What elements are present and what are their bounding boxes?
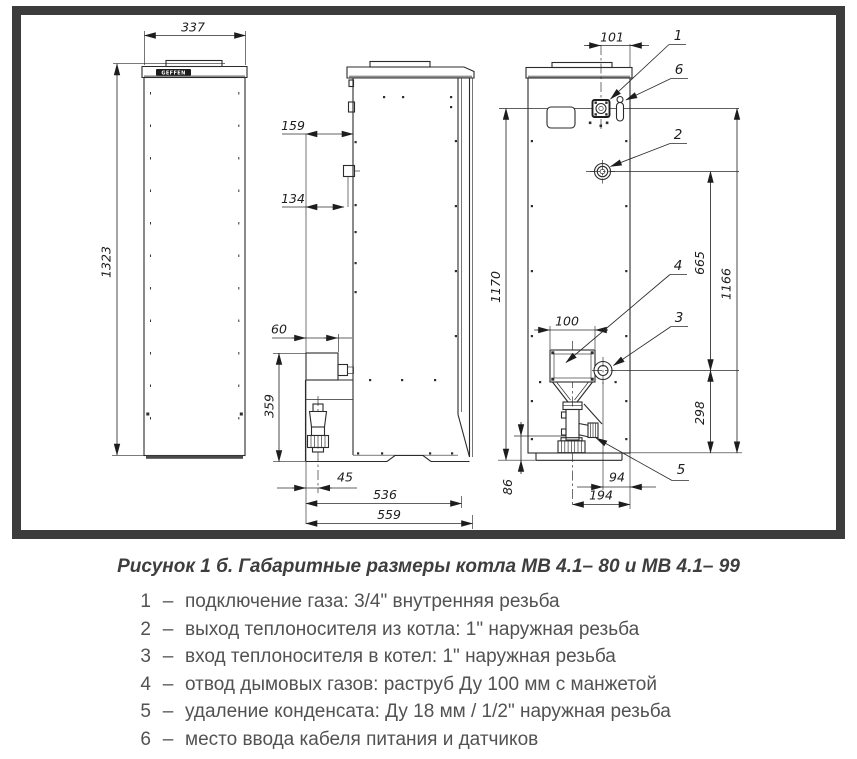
- legend-item-dash: –: [162, 673, 174, 695]
- dim-label-86: 86: [500, 479, 515, 495]
- legend-item-dash: –: [162, 618, 174, 640]
- legend-item-text: отвод дымовых газов: раструб Ду 100 мм с манжетой: [185, 673, 657, 695]
- dim-label-100: 100: [555, 313, 579, 329]
- legend-item-5: [0, 698, 857, 726]
- drawing-frame: [17, 11, 841, 535]
- dim-label-194: 194: [589, 487, 613, 503]
- legend-item-number: 6: [140, 728, 151, 750]
- legend-item-number: 2: [140, 618, 151, 640]
- legend-item-text: подключение газа: 3/4" внутренняя резьба: [185, 591, 560, 612]
- legend-item-1: [0, 588, 857, 616]
- legend-item-2: [0, 616, 857, 644]
- dim-label-94: 94: [609, 469, 625, 485]
- dim-label-1170: 1170: [488, 271, 503, 303]
- dim-label-45: 45: [337, 469, 353, 485]
- legend-item-3: [0, 643, 857, 671]
- legend-item-text: место ввода кабеля питания и датчиков: [185, 728, 539, 750]
- legend-item-text: вход теплоносителя в котел: 1" наружная резьба: [185, 646, 616, 668]
- callout-label-3: 3: [674, 310, 684, 326]
- legend-item-dash: –: [162, 591, 174, 612]
- louver-opening: [547, 107, 575, 128]
- dim-label-337: 337: [181, 19, 205, 35]
- dim-label-1323: 1323: [98, 246, 114, 278]
- callout-label-1: 1: [673, 28, 683, 44]
- dim-label-559: 559: [377, 507, 401, 522]
- legend-item-text: выход теплоносителя из котла: 1" наружная резьба: [185, 618, 640, 640]
- brand-logo-text: GEFFEN: [161, 70, 186, 77]
- legend-item-number: 5: [140, 701, 151, 723]
- dim-label-1166: 1166: [718, 268, 734, 300]
- legend-item-4: [0, 671, 857, 699]
- legend-item-dash: –: [162, 728, 174, 750]
- cable-entry: [617, 97, 624, 122]
- legend-item-number: 3: [140, 646, 151, 668]
- legend-list: [0, 588, 857, 754]
- dim-label-359: 359: [261, 394, 277, 418]
- callout-label-4: 4: [673, 258, 683, 274]
- dim-label-159: 159: [281, 118, 305, 133]
- figure-caption: Рисунок 1 б. Габаритные размеры котла МВ 4.1– 80 и МВ 4.1– 99: [117, 556, 740, 577]
- legend-item-text: удаление конденсата: Ду 18 мм / 1/2" наружная резьба: [185, 701, 671, 723]
- dim-label-536: 536: [373, 487, 397, 502]
- legend-item-dash: –: [162, 701, 174, 723]
- dim-label-134: 134: [281, 191, 305, 206]
- dim-label-665: 665: [692, 251, 707, 275]
- dim-label-60: 60: [271, 321, 287, 337]
- callout-label-5: 5: [676, 462, 686, 478]
- legend-item-number: 1: [140, 591, 151, 612]
- callout-label-6: 6: [674, 62, 684, 78]
- dim-label-298: 298: [692, 401, 707, 425]
- dim-label-101: 101: [600, 29, 624, 45]
- legend-item-6: [0, 726, 857, 754]
- legend-item-number: 4: [140, 673, 151, 695]
- callout-label-2: 2: [673, 127, 683, 143]
- legend-item-dash: –: [162, 646, 174, 668]
